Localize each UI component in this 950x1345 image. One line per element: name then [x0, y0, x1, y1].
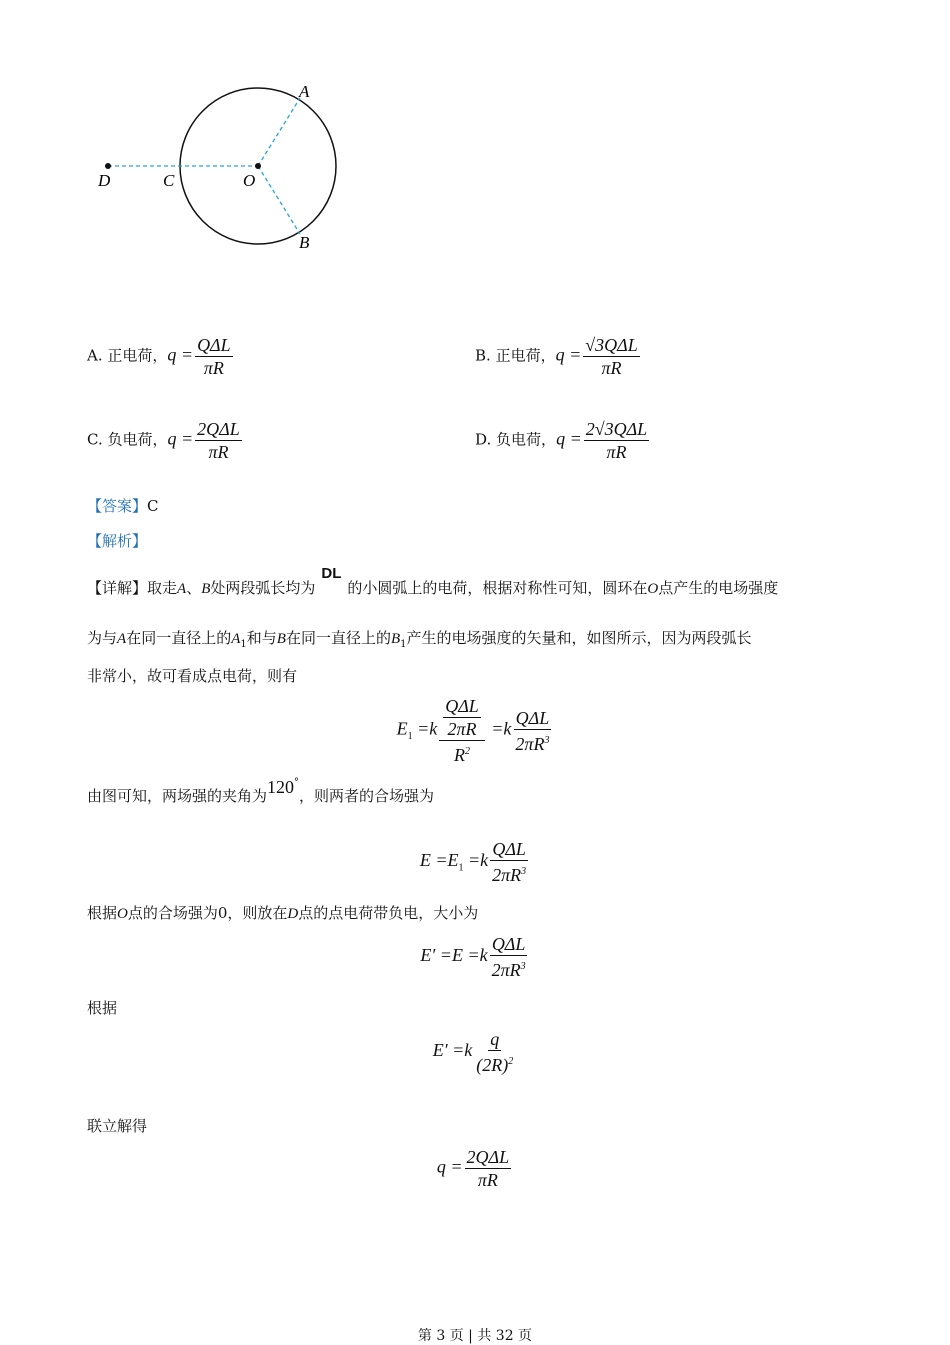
label-C: C — [163, 171, 175, 190]
q-symbol: q = — [555, 344, 582, 365]
detail-line-7: 联立解得 — [87, 1117, 148, 1135]
numerator: QΔL — [491, 934, 526, 954]
option-c[interactable] — [87, 418, 244, 463]
text: q = — [436, 1156, 463, 1177]
equation-1 — [0, 695, 950, 766]
denominator: πR — [208, 442, 229, 462]
text: 、 — [186, 579, 202, 597]
numerator: QΔL — [445, 696, 479, 716]
text: 点的合场强为0，则放在 — [127, 904, 288, 922]
text: 2πR — [491, 960, 521, 980]
q-symbol: q = — [556, 428, 582, 449]
subscript: 1 — [407, 731, 413, 743]
text: ，则两者的合场强为 — [299, 787, 435, 805]
text: 在同一直径上的 — [285, 629, 391, 647]
option-letter: A. — [87, 346, 103, 365]
option-d[interactable] — [475, 418, 651, 463]
option-text: 正电荷， — [495, 346, 556, 365]
text: 的小圆弧上的电荷，根据对称性可知，圆环在 — [347, 579, 648, 597]
denominator — [490, 956, 528, 981]
dashed-line-OA — [258, 98, 300, 166]
text: 根据 — [87, 904, 118, 922]
text: E — [396, 718, 408, 739]
detail-line-1 — [87, 565, 779, 598]
superscript: 3 — [521, 866, 527, 877]
superscript: 2 — [508, 1056, 514, 1067]
text: 产生的电场强度的矢量和，如图所示，因为两段弧长 — [406, 629, 752, 647]
detail-line-4 — [87, 777, 435, 806]
inner-fraction — [443, 695, 481, 740]
fraction — [195, 334, 233, 379]
option-text: 正电荷， — [107, 346, 168, 365]
text: 处两段弧长均为 — [210, 579, 316, 597]
text: E′ =E =k — [420, 945, 488, 966]
fraction — [195, 418, 242, 463]
detail-line-5 — [87, 902, 478, 923]
detail-line-2 — [87, 627, 752, 650]
text: 为与 — [87, 629, 118, 647]
denominator — [513, 730, 551, 755]
text: =k — [486, 718, 512, 739]
angle-value: 120 — [267, 777, 295, 797]
dashed-line-OB — [258, 166, 300, 234]
label-D: D — [98, 171, 111, 190]
numerator: 2QΔL — [197, 419, 240, 439]
superscript: 3 — [520, 961, 526, 972]
denominator — [490, 861, 528, 886]
denominator: πR — [203, 358, 224, 378]
label-O: O — [243, 171, 256, 190]
text: E′ =k — [432, 1040, 473, 1061]
numerator: √3QΔL — [585, 335, 638, 355]
text: 和与 — [246, 629, 277, 647]
point-D — [105, 163, 111, 169]
var-B: B — [201, 581, 211, 597]
denominator — [452, 741, 472, 766]
denominator — [474, 1051, 515, 1076]
fraction — [439, 695, 485, 766]
var-B: B — [276, 631, 286, 647]
delta-L-symbol: DL — [321, 565, 342, 582]
q-symbol: q = — [167, 344, 194, 365]
subscript: 1 — [400, 639, 407, 650]
equation-5 — [0, 1146, 950, 1191]
answer-tag: 【答案】 — [87, 497, 148, 515]
var-A: A — [117, 631, 127, 647]
var-A1: A — [231, 631, 241, 647]
detail-line-6: 根据 — [87, 999, 118, 1017]
subscript: 1 — [458, 862, 464, 874]
numerator: q — [490, 1029, 500, 1049]
option-letter: D. — [475, 430, 492, 449]
answer-value: C — [147, 497, 159, 515]
text: 点的点电荷带负电，大小为 — [298, 904, 479, 922]
detail-tag: 【详解】 — [87, 579, 148, 597]
fraction — [513, 707, 551, 755]
denominator: 2πR — [447, 719, 477, 739]
circle-diagram — [90, 75, 350, 260]
numerator: QΔL — [197, 335, 231, 355]
numerator — [439, 695, 485, 741]
equation-4 — [0, 1028, 950, 1076]
numerator: 2QΔL — [466, 1147, 510, 1167]
text: 2πR — [492, 865, 522, 885]
option-text: 负电荷， — [107, 430, 168, 449]
superscript: 3 — [544, 734, 550, 746]
fraction — [583, 334, 639, 379]
denominator: πR — [477, 1170, 498, 1190]
option-a[interactable] — [87, 334, 235, 379]
text: =k — [463, 850, 489, 871]
answer-line — [87, 495, 159, 516]
var-D: D — [287, 906, 299, 922]
text: R — [453, 745, 465, 765]
option-letter: B. — [475, 346, 491, 365]
text: 取走 — [147, 579, 178, 597]
text: E =E — [419, 850, 459, 871]
subscript: 1 — [240, 639, 247, 650]
detail-line-3: 非常小，故可看成点电荷，则有 — [87, 667, 298, 685]
text: 点产生的电场强度 — [658, 579, 779, 597]
option-letter: C. — [87, 430, 103, 449]
text: 由图可知，两场强的夹角为 — [87, 787, 268, 805]
label-A: A — [299, 82, 310, 101]
var-O: O — [117, 906, 128, 922]
fraction — [584, 418, 649, 463]
var-O: O — [647, 581, 659, 597]
fraction — [474, 1028, 515, 1076]
text: =k — [412, 718, 438, 739]
var-B1: B — [390, 631, 401, 647]
q-symbol: q = — [167, 428, 194, 449]
superscript: 2 — [464, 746, 470, 757]
option-b[interactable] — [475, 334, 642, 379]
fraction — [490, 933, 528, 981]
numerator: QΔL — [515, 707, 550, 728]
numerator: QΔL — [492, 839, 526, 859]
equation-3 — [0, 933, 950, 981]
fraction — [490, 838, 528, 886]
label-B: B — [299, 233, 310, 252]
degree-symbol: ° — [294, 777, 300, 788]
fraction — [465, 1146, 512, 1191]
page-footer: 第 3 页 | 共 32 页 — [417, 1328, 533, 1344]
denominator: πR — [606, 442, 627, 462]
var-A: A — [177, 581, 187, 597]
point-O — [255, 163, 261, 169]
equation-2 — [0, 838, 950, 886]
option-text: 负电荷， — [496, 430, 557, 449]
text: 在同一直径上的 — [126, 629, 232, 647]
denominator: πR — [601, 358, 622, 378]
analysis-tag: 【解析】 — [87, 532, 148, 550]
numerator: 2√3QΔL — [585, 419, 648, 439]
text: 2πR — [515, 733, 545, 754]
text: (2R) — [476, 1055, 509, 1075]
